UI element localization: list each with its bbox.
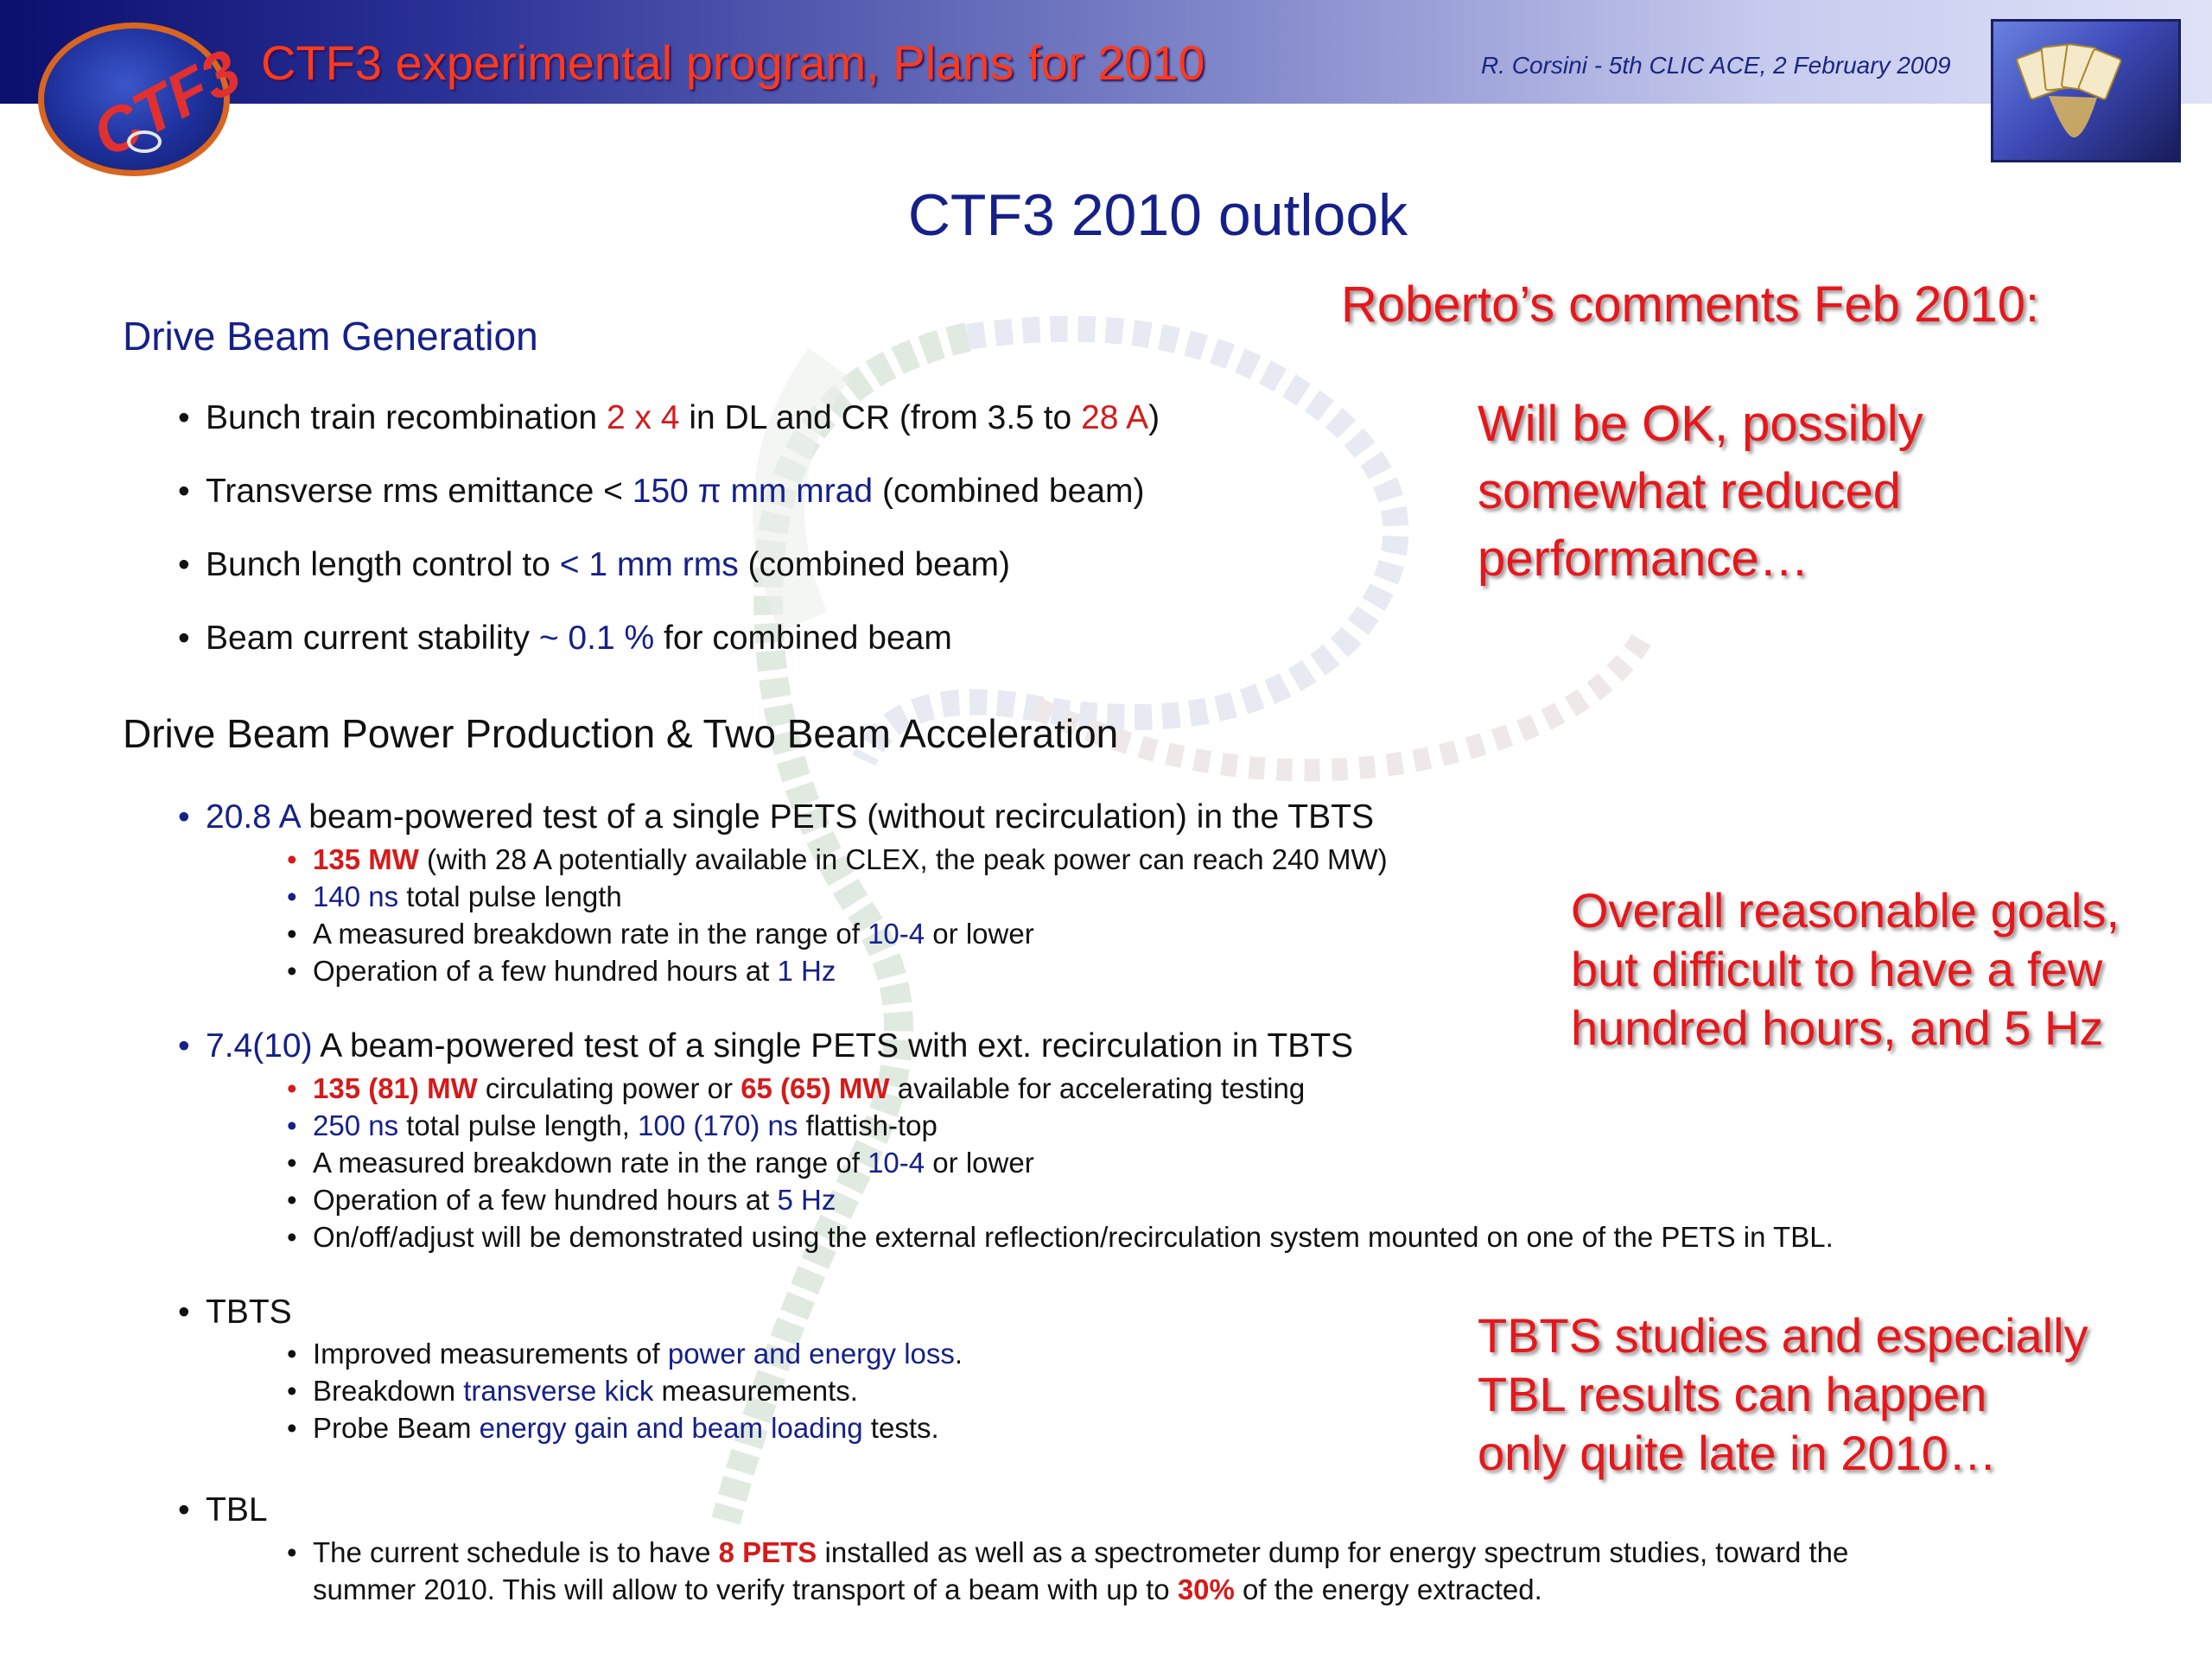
section-power-production-heading: Drive Beam Power Production & Two Beam Acceleration	[123, 711, 1119, 756]
bullet: •	[178, 1027, 190, 1065]
bullet: •	[287, 1221, 297, 1253]
comment-heading: Roberto’s comments Feb 2010:	[1341, 276, 2040, 333]
section-drive-beam-generation-heading: Drive Beam Generation	[123, 314, 538, 359]
sub-list-item: • 140 ns total pulse length	[287, 880, 622, 912]
bullet: •	[178, 620, 190, 657]
bullet: •	[287, 955, 297, 987]
list-item-tbts: • TBTS	[178, 1294, 292, 1331]
bullet: •	[287, 1536, 297, 1568]
bullet: •	[178, 1491, 190, 1529]
sub-list-item: • Improved measurements of power and energy loss.	[287, 1338, 963, 1370]
bullet: •	[287, 1375, 297, 1407]
comment-drive-beam: Will be OK, possibly somewhat reduced performance…	[1478, 396, 1923, 587]
bullet: •	[287, 1147, 297, 1179]
playing-cards-image	[1991, 19, 2181, 162]
ctf3-logo	[38, 22, 252, 176]
sub-list-item-continuation: summer 2010. This will allow to verify transport of a beam with up to 30% of the energy extracted.	[313, 1573, 1542, 1605]
bullet: •	[287, 1072, 297, 1104]
bullet: •	[287, 1412, 297, 1444]
bullet: •	[287, 843, 297, 875]
list-item: • 20.8 A beam-powered test of a single PETS (without recirculation) in the TBTS	[178, 798, 1374, 836]
sub-list-item: • 250 ns total pulse length, 100 (170) ns flattish-top	[287, 1109, 938, 1141]
sub-list-item: • Probe Beam energy gain and beam loading tests.	[287, 1412, 939, 1444]
sub-list-item: • 135 MW (with 28 A potentially available in CLEX, the peak power can reach 240 MW)	[287, 843, 1388, 875]
sub-list-item: • A measured breakdown rate in the range of 10-4 or lower	[287, 1147, 1034, 1179]
bullet: •	[287, 1338, 297, 1370]
sub-list-item: • 135 (81) MW circulating power or 65 (65) MW available for accelerating testing	[287, 1072, 1306, 1104]
bullet: •	[178, 1294, 190, 1331]
bullet: •	[178, 798, 190, 836]
list-item: • 7.4(10) A beam-powered test of a single PETS with ext. recirculation in TBTS	[178, 1027, 1354, 1065]
sub-list-item: • On/off/adjust will be demonstrated using the external reflection/recirculation system mounted on one of the PETS in TBL.	[287, 1221, 1834, 1253]
bullet: •	[178, 546, 190, 583]
sub-list-item: • The current schedule is to have 8 PETS installed as well as a spectrometer dump for energy spectrum studies, toward the	[287, 1536, 1849, 1568]
playing-cards-icon	[2014, 35, 2126, 139]
sub-list-item: • Breakdown transverse kick measurements.	[287, 1375, 858, 1407]
list-item: • Bunch length control to < 1 mm rms (combined beam)	[178, 546, 1011, 583]
bullet: •	[178, 399, 190, 436]
list-item: • Bunch train recombination 2 x 4 in DL and CR (from 3.5 to 28 A)	[178, 399, 1160, 436]
slide-title: CTF3 2010 outlook	[907, 182, 1408, 248]
bullet: •	[287, 880, 297, 912]
bullet: •	[287, 1109, 297, 1141]
header-title: CTF3 experimental program, Plans for 2010	[261, 35, 1205, 90]
logo-ring-icon	[127, 130, 162, 153]
logo-text: CTF3	[81, 36, 252, 171]
bullet: •	[287, 918, 297, 950]
bullet: •	[178, 473, 190, 510]
list-item: • Beam current stability ~ 0.1 % for combined beam	[178, 620, 952, 657]
list-item-tbl: • TBL	[178, 1491, 268, 1529]
sub-list-item: • Operation of a few hundred hours at 5 Hz	[287, 1184, 836, 1216]
comment-tbts-tbl: TBTS studies and especially TBL results can happen only quite late in 2010…	[1478, 1308, 2088, 1480]
comment-goals: Overall reasonable goals, but difficult to have a few hundred hours, and 5 Hz	[1571, 883, 2120, 1055]
sub-list-item: • A measured breakdown rate in the range of 10-4 or lower	[287, 918, 1034, 950]
header-author: R. Corsini - 5th CLIC ACE, 2 February 2009	[1481, 52, 1951, 79]
sub-list-item: • Operation of a few hundred hours at 1 Hz	[287, 955, 836, 987]
bullet: •	[287, 1184, 297, 1216]
list-item: • Transverse rms emittance < 150 π mm mrad (combined beam)	[178, 473, 1145, 510]
